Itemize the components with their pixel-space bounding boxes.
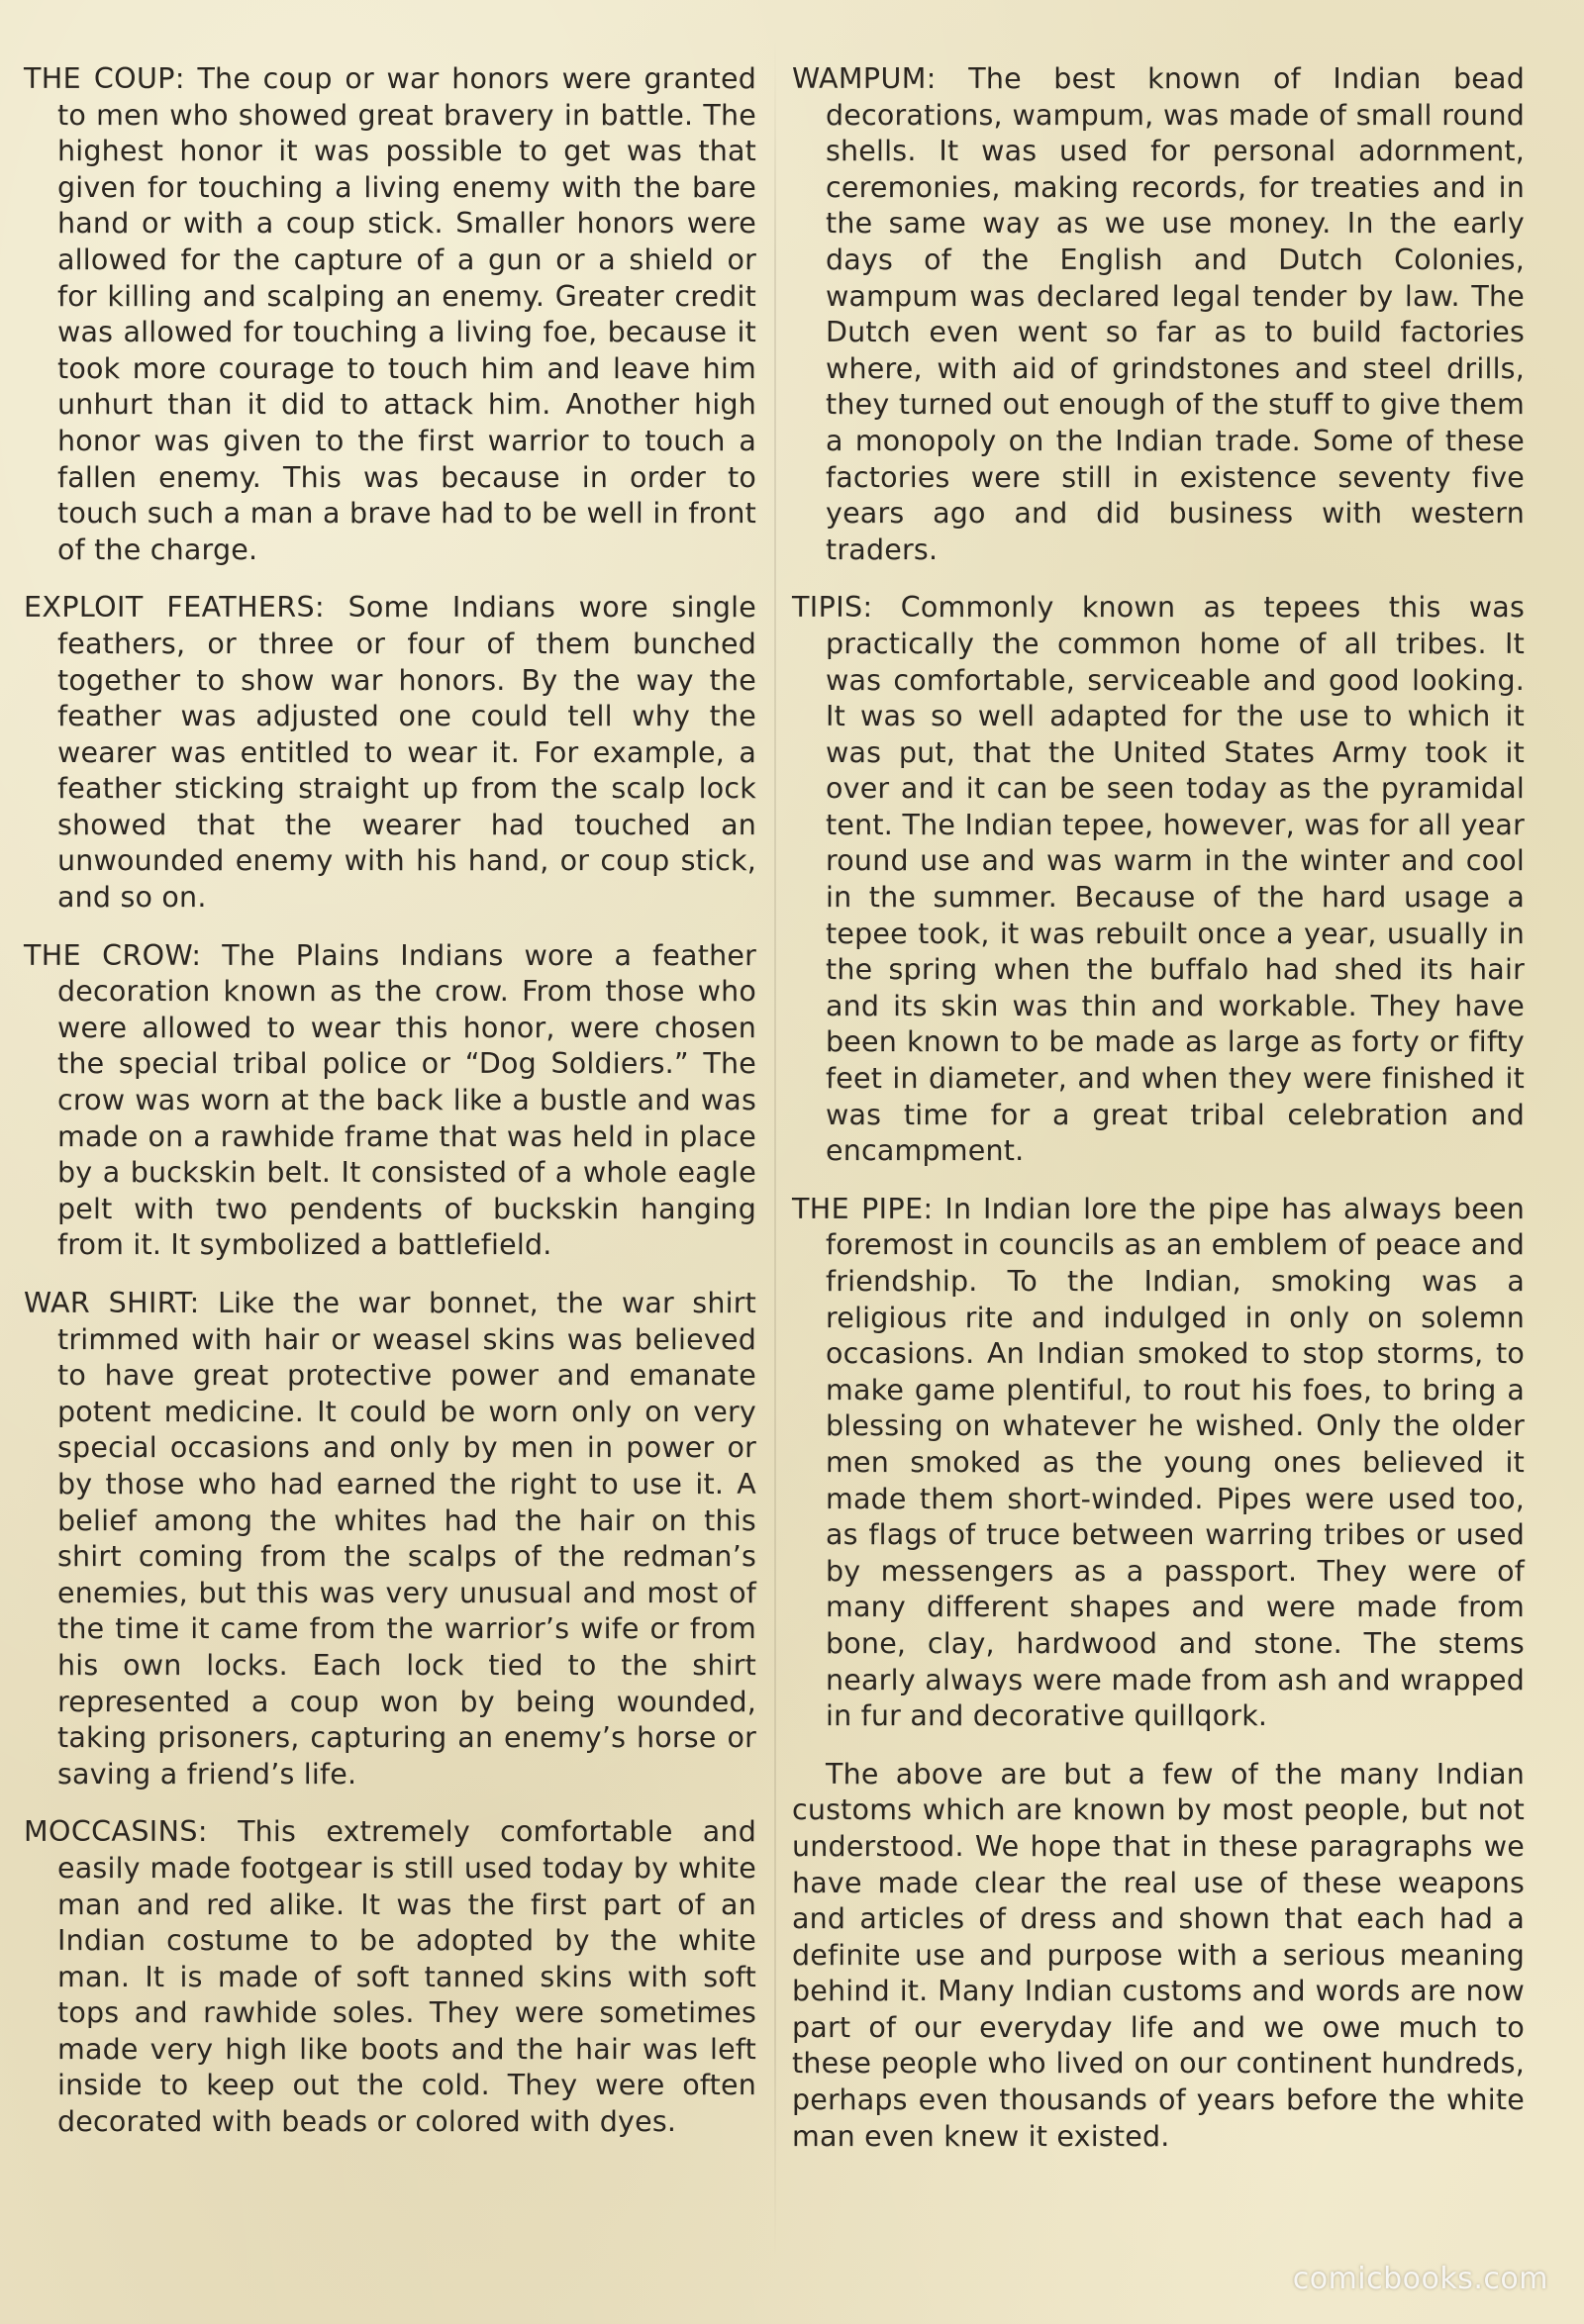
entry-term: WAR SHIRT:	[24, 1287, 200, 1319]
entry-moccasins	[24, 1814, 756, 2140]
entry-term: THE CROW:	[24, 938, 202, 972]
entry-the-coup	[24, 61, 756, 568]
entry-exploit-feathers	[24, 590, 756, 916]
left-column	[24, 61, 756, 2163]
entry-text: The best known of Indian bead decorations, wampum, was made of small round shells. It was used for personal adornment, ceremonies, making records, for treaties and in the same way as we use money. In the early days of the English and Dutch Colonies, wampum was declared legal tender by law. The Dutch even went so far as to build factories where, with aid of grindstones and steel drills, they turned out enough of the stuff to give them a monopoly on the Indian trade. Some of these factories were still in existence seventy five years ago and did business with western traders.	[826, 62, 1525, 566]
entry-text: Some Indians wore single feathers, or three or four of them bunched together to show war honors. By the way the feather was adjusted one could tell why the wearer was entitled to wear it. For example, a feather sticking straight up from the scalp lock showed that the wearer had touched an unwounded enemy with his hand, or coup stick, and so on.	[57, 591, 757, 915]
entry-war-shirt	[24, 1286, 756, 1792]
entry-tipis	[792, 590, 1525, 1170]
right-column	[792, 61, 1525, 2155]
entry-the-crow	[24, 938, 756, 1264]
entry-term: EXPLOIT FEATHERS:	[24, 591, 326, 625]
entry-text: Commonly known as tepees this was practically the common home of all tribes. It was comfortable, serviceable and good looking. It was so well adapted for the use to which it was put, that the United States Army took it over and it can be seen today as the pyramidal tent. The Indian tepee, however, was for all year round use and was warm in the winter and cool in the summer. Because of the hard usage a tepee took, it was rebuilt once a year, usually in the spring when the buffalo had shed its hair and its skin was thin and workable. They have been known to be made as large as forty or fifty feet in diameter, and when they were finished it was time for a great tribal celebration and encampment.	[826, 591, 1526, 1168]
entry-the-pipe	[792, 1192, 1525, 1735]
entry-wampum	[792, 61, 1525, 568]
entry-term: TIPIS:	[792, 591, 873, 625]
entry-term: THE COUP:	[24, 62, 185, 95]
entry-text: In Indian lore the pipe has always been foremost in councils as an emblem of peace and friendship. To the Indian, smoking was a religious rite and indulged in only on solemn occasions. An Indian smoked to stop storms, to make game plentiful, to rout his foes, to bring a blessing on whatever he wished. Only the older men smoked as the young ones believed it made them short-winded. Pipes were used too, as flags of truce between warring tribes or used by messengers as a passport. They were of many different shapes and were made from bone, clay, hardwood and stone. The stems nearly always were made from ash and wrapped in fur and decorative quillqork.	[826, 1192, 1525, 1733]
entry-text: The Plains Indians wore a feather decoration known as the crow. From those who were allowed to wear this honor, were chosen the special tribal police or “Dog Soldiers.” The crow was worn at the back like a bustle and was made on a rawhide frame that was held in place by a buckskin belt. It consisted of a whole eagle pelt with two pendents of buckskin hanging from it. It symbolized a battlefield.	[57, 938, 756, 1262]
column-divider	[774, 40, 776, 2257]
entry-term: MOCCASINS:	[24, 1815, 208, 1849]
entry-text: This extremely comfortable and easily made footgear is still used today by white man and red alike. It was the first part of an Indian costume to be adopted by the white man. It is made of soft tanned skins with soft tops and rawhide soles. They were sometimes made very high like boots and the hair was left inside to keep out the cold. They were often decorated with beads or colored with dyes.	[57, 1815, 756, 2139]
entry-text: Like the war bonnet, the war shirt trimmed with hair or weasel skins was believed to have great protective power and emanate potent medicine. It could be worn only on very special occasions and only by men in power or by those who had earned the right to use it. A belief among the whites had the hair on this shirt coming from the scalps of the redman’s enemies, but this was very unusual and most of the time it came from the warrior’s wife or from his own locks. Each lock tied to the shirt represented a coup won by being wounded, taking prisoners, capturing an enemy’s horse or saving a friend’s life.	[57, 1287, 757, 1791]
site-watermark: comicbooks.com	[1292, 2262, 1548, 2296]
closing-paragraph: The above are but a few of the many Indian customs which are known by most people, but not understood. We hope that in these paragraphs we have made clear the real use of these weapons and articles of dress and shown that each had a definite use and purpose with a serious meaning behind it. Many Indian customs and words are now part of our everyday life and we owe much to these people who lived on our continent hundreds, perhaps even thousands of years before the white man even knew it existed.	[792, 1757, 1525, 2153]
entry-term: THE PIPE:	[792, 1192, 934, 1225]
entry-text: The coup or war honors were granted to men who showed great bravery in battle. The highest honor it was possible to get was that given for touching a living enemy with the bare hand or with a coup stick. Smaller honors were allowed for the capture of a gun or a shield or for killing and scalping an enemy. Greater credit was allowed for touching a living foe, because it took more courage to touch him and leave him unhurt than it did to attack him. Another high honor was given to the first warrior to touch a fallen enemy. This was because in order to touch such a man a brave had to be well in front of the charge.	[57, 62, 756, 566]
entry-term: WAMPUM:	[792, 62, 937, 95]
